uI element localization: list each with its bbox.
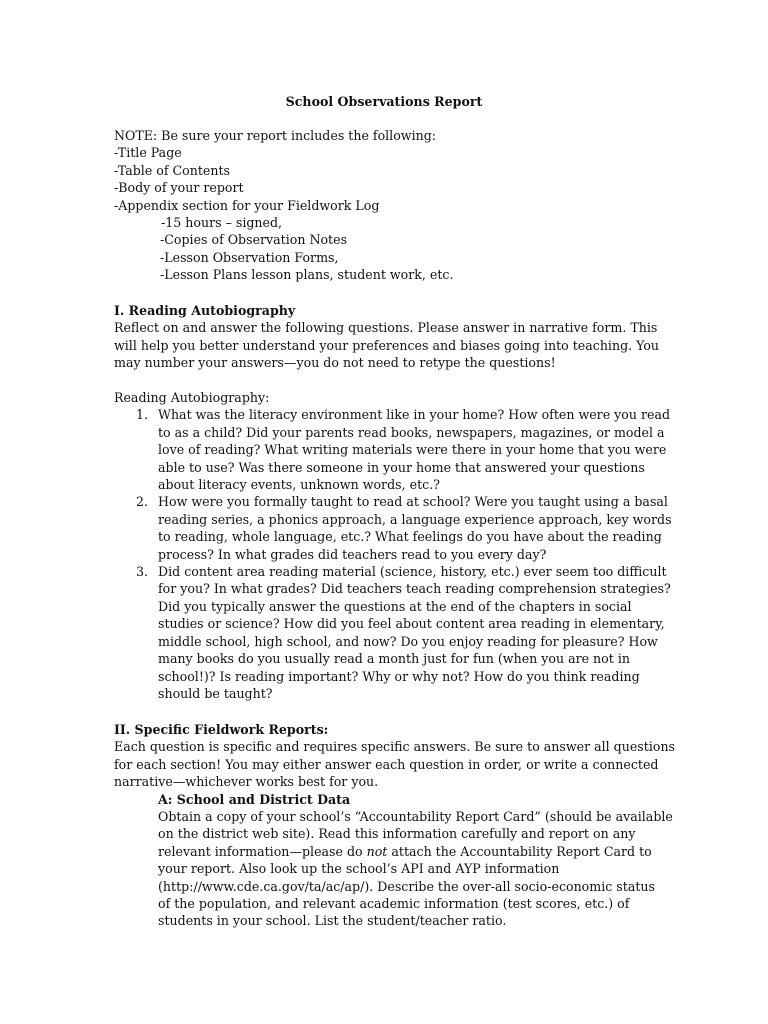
- list-item-line: Did content area reading material (science, history, etc.) ever seem too difficult: [158, 564, 667, 580]
- section-heading: I. Reading Autobiography: [114, 303, 296, 318]
- section-heading: II. Specific Fieldwork Reports:: [114, 722, 329, 737]
- list-item-line: love of reading? What writing materials were there in your home that you were: [158, 442, 667, 458]
- note-sub-item: -15 hours – signed,: [161, 215, 283, 231]
- subsection-text: relevant information—please do: [158, 843, 367, 859]
- list-item-number: 3.: [136, 564, 149, 580]
- list-item-number: 1.: [136, 407, 149, 423]
- note-sub-item: -Copies of Observation Notes: [160, 232, 348, 248]
- list-item-line: school!)? Is reading important? Why or why not? How do you think reading: [158, 668, 640, 684]
- emphasis-text: not: [366, 843, 388, 859]
- section-reading-autobiography: [114, 302, 660, 372]
- subsection-line: Obtain a copy of your school’s “Accountability Report Card” (should be available: [158, 809, 673, 825]
- list-item-line: able to use? Was there someone in your home that answered your questions: [158, 459, 645, 475]
- note-section: [114, 127, 654, 284]
- list-item-line: to reading, whole language, etc.? What feelings do you have about the reading: [158, 529, 662, 545]
- reading-autobiography-list: [114, 389, 672, 702]
- list-item-line: should be taught?: [158, 685, 273, 701]
- list-item-line: to as a child? Did your parents read books, newspapers, magazines, or model a: [158, 424, 665, 440]
- note-intro: NOTE: Be sure your report includes the following:: [114, 128, 437, 143]
- section-intro-line: for each section! You may either answer each question in order, or write a connected: [114, 756, 659, 772]
- note-sub-item: -Lesson Plans lesson plans, student work, etc.: [160, 267, 454, 283]
- list-item-line: many books do you usually read a month just for fun (when you are not in: [158, 651, 630, 667]
- list-item: [114, 563, 671, 702]
- list-item-number: 2.: [136, 494, 149, 510]
- subsection-line: [158, 843, 654, 860]
- list-label: Reading Autobiography:: [114, 390, 270, 405]
- subsection-line: (http://www.cde.ca.gov/ta/ac/ap/). Describe the over-all socio-economic status: [158, 878, 655, 894]
- note-item: -Title Page: [114, 145, 182, 161]
- list-item-line: for you? In what grades? Did teachers teach reading comprehension strategies?: [158, 581, 671, 597]
- page-title: School Observations Report: [285, 94, 483, 109]
- subsection-school-district-data: [114, 791, 673, 930]
- list-item-line: What was the literacy environment like in your home? How often were you read: [158, 407, 671, 423]
- subsection-line: on the district web site). Read this information carefully and report on any: [158, 826, 636, 842]
- list-item-line: middle school, high school, and now? Do you enjoy reading for pleasure? How: [158, 633, 658, 649]
- subsection-line: students in your school. List the student/teacher ratio.: [158, 913, 507, 929]
- list-item-line: about literacy events, unknown words, etc.?: [158, 477, 440, 493]
- list-item: [114, 493, 672, 563]
- note-item: -Appendix section for your Fieldwork Log: [114, 197, 380, 213]
- subsection-text: attach the Accountability Report Card to: [387, 843, 652, 859]
- note-sub-item: -Lesson Observation Forms,: [160, 249, 339, 265]
- list-item: [114, 406, 671, 493]
- note-item: -Body of your report: [114, 180, 244, 196]
- list-item-line: studies or science? How did you feel about content area reading in elementary,: [158, 616, 665, 632]
- list-item-line: Did you typically answer the questions at the end of the chapters in social: [158, 598, 632, 614]
- section-intro-line: will help you better understand your preferences and biases going into teaching. You: [114, 337, 660, 353]
- note-item: -Table of Contents: [114, 162, 231, 178]
- section-intro-line: Each question is specific and requires specific answers. Be sure to answer all questions: [114, 739, 676, 755]
- section-specific-fieldwork-reports: [114, 721, 676, 930]
- list-item-line: reading series, a phonics approach, a language experience approach, key words: [158, 511, 672, 527]
- subsection-heading: A: School and District Data: [158, 791, 351, 807]
- list-item-line: process? In what grades did teachers read to you every day?: [158, 546, 547, 562]
- subsection-line: your report. Also look up the school’s API and AYP information: [158, 861, 560, 877]
- subsection-line: of the population, and relevant academic information (test scores, etc.) of: [158, 896, 630, 912]
- section-intro-line: Reflect on and answer the following questions. Please answer in narrative form. This: [114, 320, 658, 336]
- section-intro-line: narrative—whichever works best for you.: [114, 774, 379, 790]
- list-item-line: How were you formally taught to read at school? Were you taught using a basal: [158, 494, 668, 510]
- section-intro-line: may number your answers—you do not need to retype the questions!: [114, 355, 556, 371]
